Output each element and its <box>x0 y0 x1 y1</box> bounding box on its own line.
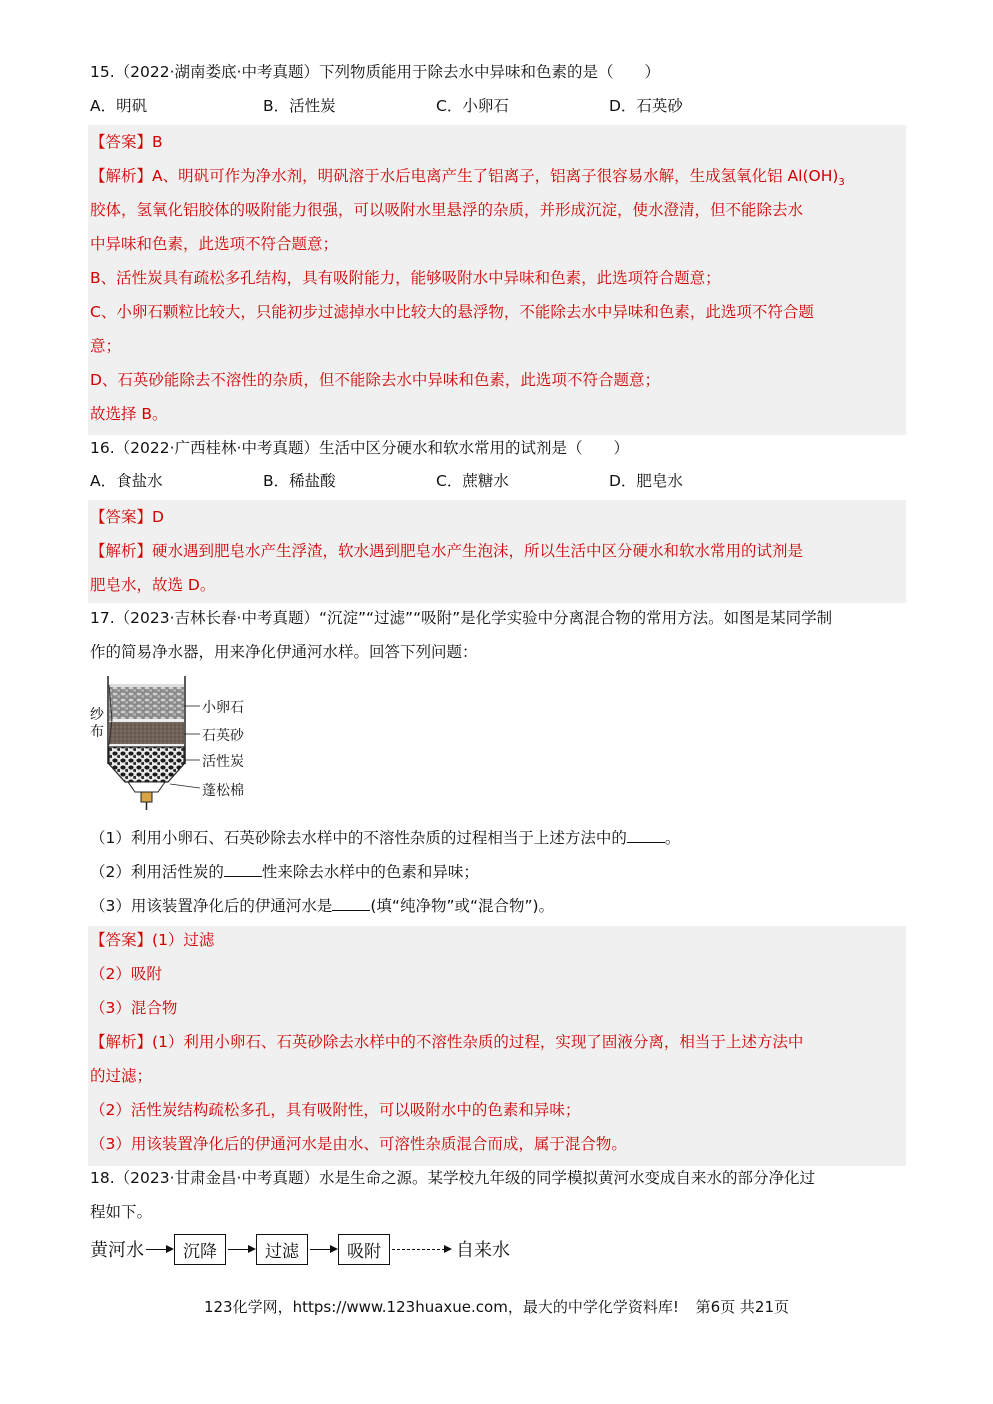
q15-option-b: B．活性炭 <box>263 97 336 115</box>
q15-analysis-line: 意； <box>90 337 122 355</box>
q15-analysis-line: D、石英砂能除去不溶性的杂质，但不能除去水中异味和色素，此选项不符合题意； <box>90 371 660 389</box>
q15-stem: 15.（2022·湖南娄底·中考真题）下列物质能用于除去水中异味和色素的是（ ） <box>90 63 660 81</box>
q15-analysis-line <box>90 159 845 193</box>
subquestion-text: (填“纯净物”或“混合物”)。 <box>370 897 555 915</box>
flow-start: 黄河水 <box>90 1240 144 1261</box>
q15-answer-block <box>88 125 906 435</box>
answer-label: 【答案】 <box>90 133 153 151</box>
figure-label-gauze: 纱布 <box>90 707 104 740</box>
answer-blank <box>627 828 665 843</box>
q17-analysis-line: （3）用该装置净化后的伊通河水是由水、可溶性杂质混合而成，属于混合物。 <box>90 1135 627 1153</box>
q17-analysis-line: （2）活性炭结构疏松多孔，具有吸附性，可以吸附水中的色素和异味； <box>90 1101 581 1119</box>
subquestion-text: 性来除去水样中的色素和异味； <box>261 863 479 881</box>
answer-value: D <box>152 508 164 526</box>
flow-step-adsorption: 吸附 <box>338 1234 390 1265</box>
q16-stem: 16.（2022·广西桂林·中考真题）生活中区分硬水和软水常用的试剂是（ ） <box>90 439 629 457</box>
answer-value: B <box>152 133 163 151</box>
analysis-label: 【解析】 <box>90 1033 153 1051</box>
subquestion-text: （3）用该装置净化后的伊通河水是 <box>90 897 333 915</box>
q15-analysis-line: B、活性炭具有疏松多孔结构，具有吸附能力，能够吸附水中异味和色素，此选项符合题意； <box>90 269 721 287</box>
q18-stem-line: 程如下。 <box>90 1203 153 1221</box>
q17-answer-line: （2）吸附 <box>90 965 162 983</box>
answer-value: (1）过滤 <box>152 931 215 949</box>
answer-blank <box>332 896 370 911</box>
q16-answer <box>90 500 164 534</box>
q16-analysis-line: 肥皂水，故选 D。 <box>90 576 216 594</box>
figure-label-cotton: 蓬松棉 <box>202 783 244 799</box>
q16-option-a: A．食盐水 <box>90 472 163 490</box>
figure-label-activated-carbon: 活性炭 <box>202 754 244 770</box>
q17-subquestion-3 <box>90 889 554 923</box>
q17-answer <box>90 923 214 957</box>
purification-flow <box>90 1234 510 1264</box>
arrow-icon <box>228 1249 254 1250</box>
subscript: 3 <box>838 177 845 189</box>
q17-analysis-line <box>90 1025 803 1059</box>
q15-analysis-line: 胶体，氢氧化铝胶体的吸附能力很强，可以吸附水里悬浮的杂质，并形成沉淀，使水澄清，但不能除去水 <box>90 201 804 219</box>
analysis-text: A、明矾可作为净水剂，明矾溶于水后电离产生了铝离子，铝离子很容易水解，生成氢氧化铝 Al(OH) <box>152 167 839 185</box>
q15-option-d: D．石英砂 <box>609 97 683 115</box>
figure-label-pebbles: 小卵石 <box>202 700 244 716</box>
page-footer <box>0 1296 993 1317</box>
flow-step-sedimentation: 沉降 <box>174 1234 226 1265</box>
answer-label: 【答案】 <box>90 931 153 949</box>
answer-blank <box>224 862 262 877</box>
q15-analysis-line: 故选择 B。 <box>90 405 168 423</box>
flow-end: 自来水 <box>456 1240 510 1261</box>
arrow-icon <box>310 1249 336 1250</box>
flow-step-filtration: 过滤 <box>256 1234 308 1265</box>
subquestion-text: （2）利用活性炭的 <box>90 863 224 881</box>
analysis-label: 【解析】 <box>90 542 153 560</box>
q16-option-d: D．肥皂水 <box>609 472 683 490</box>
q16-analysis-line <box>90 534 803 568</box>
footer-site: 123化学网，https://www.123huaxue.com，最大的中学化学资料库! <box>203 1298 679 1316</box>
analysis-text: 硬水遇到肥皂水产生浮渣，软水遇到肥皂水产生泡沫，所以生活中区分硬水和软水常用的试剂是 <box>152 542 804 560</box>
q15-option-a: A．明矾 <box>90 97 148 115</box>
analysis-label: 【解析】 <box>90 167 153 185</box>
q15-answer <box>90 125 163 159</box>
q17-subquestion-2 <box>90 855 479 889</box>
q15-option-c: C．小卵石 <box>436 97 509 115</box>
q16-option-c: C．蔗糖水 <box>436 472 509 490</box>
q17-answer-block <box>88 926 906 1166</box>
q16-answer-block <box>88 500 906 603</box>
q18-stem-line: 18.（2023·甘肃金昌·中考真题）水是生命之源。某学校九年级的同学模拟黄河水变成自来水的部分净化过 <box>90 1169 815 1187</box>
q17-stem-line: 作的简易净水器，用来净化伊通河水样。回答下列问题： <box>90 643 478 661</box>
q17-subquestion-1 <box>90 821 680 855</box>
answer-label: 【答案】 <box>90 508 153 526</box>
subquestion-text: 。 <box>664 829 681 847</box>
arrow-icon <box>146 1249 172 1250</box>
q15-analysis-line: C、小卵石颗粒比较大，只能初步过滤掉水中比较大的悬浮物，不能除去水中异味和色素，此选项不符合题 <box>90 303 814 321</box>
q17-stem-line: 17.（2023·吉林长春·中考真题）“沉淀”“过滤”“吸附”是化学实验中分离混合物的常用方法。如图是某同学制 <box>90 609 833 627</box>
analysis-text: (1）利用小卵石、石英砂除去水样中的不溶性杂质的过程，实现了固液分离，相当于上述方法中 <box>152 1033 804 1051</box>
q17-answer-line: （3）混合物 <box>90 999 178 1017</box>
dashed-arrow-icon <box>392 1249 450 1250</box>
q15-analysis-line: 中异味和色素，此选项不符合题意； <box>90 235 339 253</box>
figure-label-quartz-sand: 石英砂 <box>202 728 244 744</box>
q17-analysis-line: 的过滤； <box>90 1067 153 1085</box>
footer-page-number: 第6页 共21页 <box>695 1298 790 1316</box>
q16-option-b: B．稀盐酸 <box>263 472 336 490</box>
subquestion-text: （1）利用小卵石、石英砂除去水样中的不溶性杂质的过程相当于上述方法中的 <box>90 829 627 847</box>
